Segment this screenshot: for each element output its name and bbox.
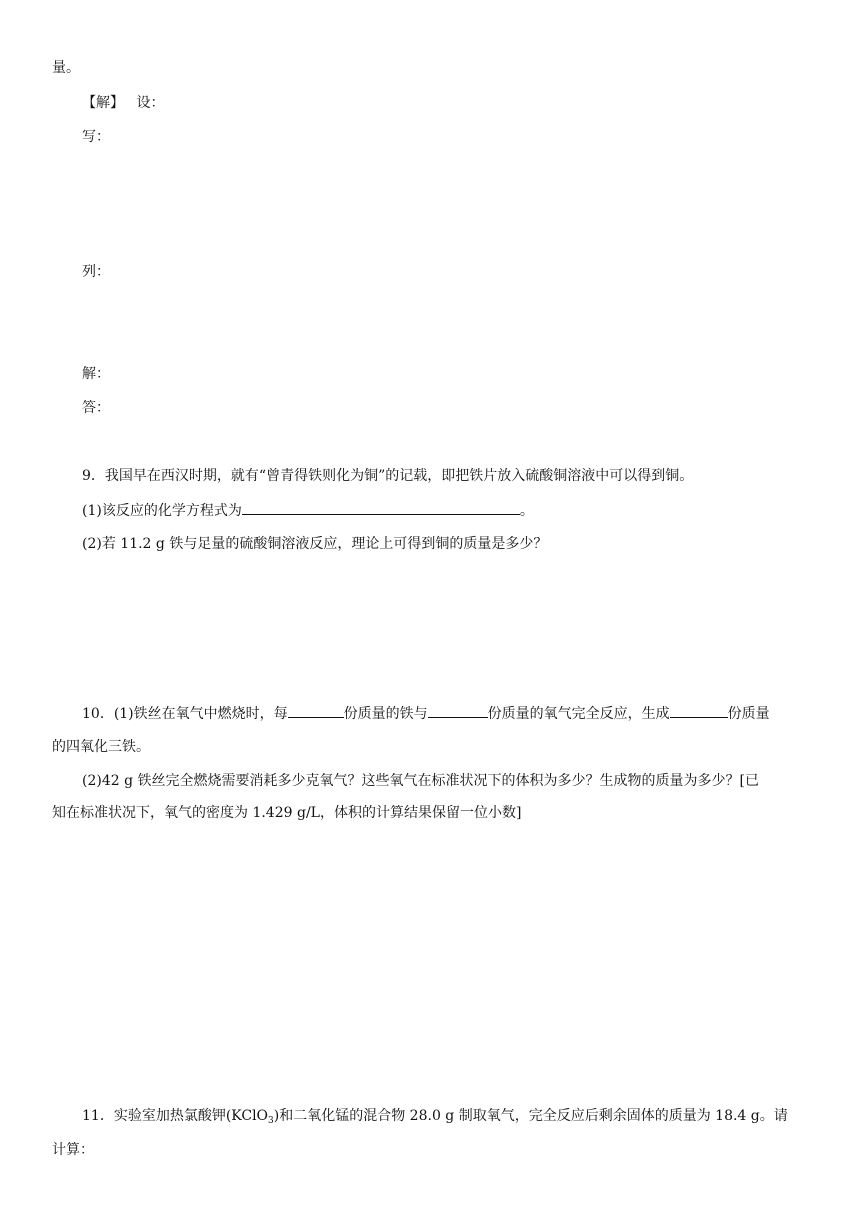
question-10-text-a: 10．(1)铁丝在氧气中燃烧时，每 [82,706,288,722]
subscript-3: 3 [268,1116,274,1126]
question-10-part2-line1: (2)42 g 铁丝完全燃烧需要消耗多少克氧气？这些氧气在标准状况下的体积为多少？生成物的质量为多少？[已 [82,773,759,789]
question-11-text-a: 11．实验室加热氯酸钾(KClO [82,1108,269,1124]
question-9-part1-suffix: 。 [519,503,534,519]
continued-text: 量。 [52,60,80,76]
equation-answer-blank[interactable] [242,500,520,515]
question-10-text-b: 份质量的铁与 [343,706,428,722]
step-write-label: 写： [82,129,110,145]
step-list-label: 列： [82,264,110,280]
step-solve-label: 解： [82,366,110,382]
question-11-text-b: )和二氧化锰的混合物 28.0 g 制取氧气，完全反应后剩余固体的质量为 18.4 g。请 [273,1108,788,1124]
question-9-stem: 9．我国早在西汉时期，就有“曾青得铁则化为铜”的记载，即把铁片放入硫酸铜溶液中可以得到铜。 [82,468,694,484]
solution-label: 【解】 [82,95,124,111]
question-10-text-c: 份质量的氧气完全反应，生成 [487,706,670,722]
step-set-label: 设： [136,95,165,111]
question-9-part2: (2)若 11.2 g 铁与足量的硫酸铜溶液反应，理论上可得到铜的质量是多少？ [82,536,548,552]
oxygen-mass-blank[interactable] [428,703,488,718]
iron-mass-blank[interactable] [288,703,344,718]
question-9-part1 [82,500,534,521]
question-10-part1-line2: 的四氧化三铁。 [52,739,150,755]
question-9-part1-prefix: (1)该反应的化学方程式为 [82,503,242,519]
solution-heading [82,93,164,113]
question-11-line1 [82,1106,788,1126]
product-mass-blank[interactable] [670,703,728,718]
step-answer-label: 答： [82,400,110,416]
question-10-part2-line2: 知在标准状况下，氧气的密度为 1.429 g/L，体积的计算结果保留一位小数] [52,805,522,821]
question-10-text-d: 份质量 [727,706,770,722]
question-11-line2: 计算： [52,1142,94,1158]
question-10-part1 [82,703,770,724]
